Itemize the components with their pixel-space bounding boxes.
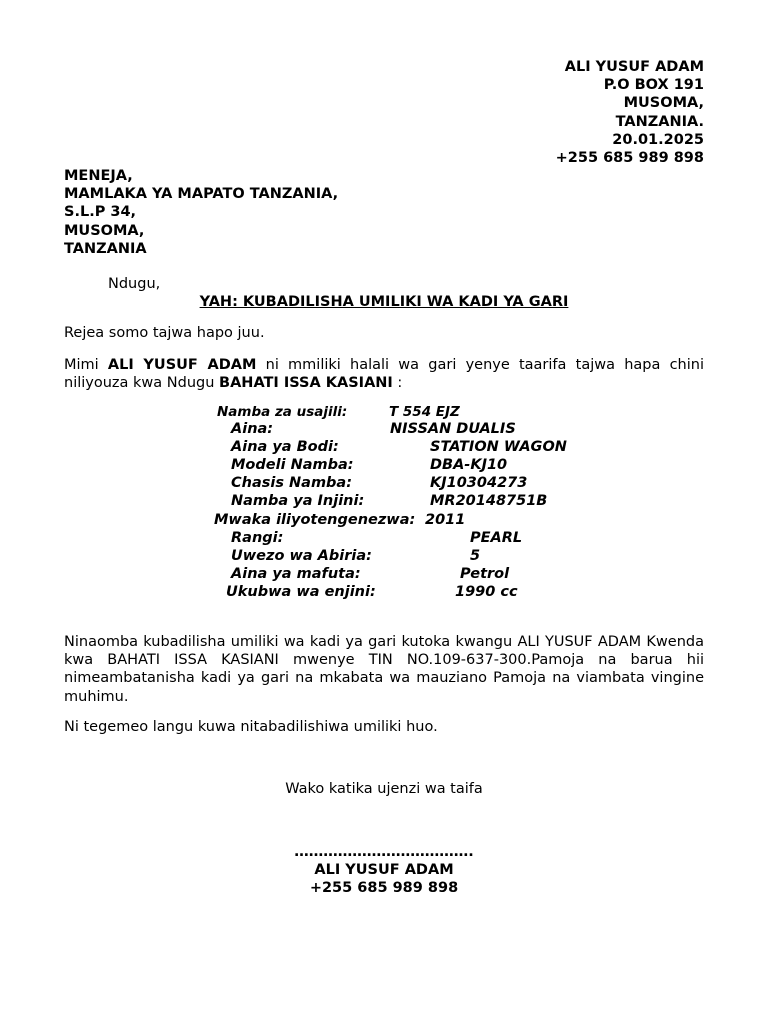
recipient-country: TANZANIA (64, 240, 147, 257)
recipient-org: MAMLAKA YA MAPATO TANZANIA, (64, 186, 339, 203)
vehicle-label-make: Aina: (231, 421, 274, 437)
vehicle-value-make: NISSAN DUALIS (390, 421, 516, 437)
vehicle-label-body: Aina ya Bodi: (231, 439, 339, 455)
vehicle-value-capacity: 5 (470, 548, 481, 564)
buyer-name: BAHATI ISSA KASIANI (219, 375, 393, 392)
recipient-city: MUSOMA, (64, 222, 145, 239)
vehicle-label-year: Mwaka iliyotengenezwa: (214, 512, 416, 528)
sender-box: P.O BOX 191 (603, 77, 704, 94)
salutation: Ndugu, (108, 276, 161, 292)
sender-country: TANZANIA. (615, 113, 704, 130)
sender-name: ALI YUSUF ADAM (564, 59, 704, 75)
vehicle-label-color: Rangi: (231, 530, 284, 546)
vehicle-value-engine-number: MR20148751B (430, 493, 548, 509)
owner-name: ALI YUSUF ADAM (107, 357, 257, 373)
vehicle-label-capacity: Uwezo wa Abiria: (231, 548, 372, 564)
vehicle-value-year: 2011 (425, 512, 466, 528)
vehicle-value-body: STATION WAGON (430, 439, 567, 455)
signature-line: ………………………………. (294, 844, 474, 860)
letter-date: 20.01.2025 (612, 131, 704, 148)
sender-city: MUSOMA, (623, 95, 704, 112)
vehicle-value-fuel: Petrol (460, 566, 510, 582)
hope-paragraph: Ni tegemeo langu kuwa nitabadilishiwa umiliki huo. (64, 719, 438, 735)
sender-phone: +255 685 989 898 (555, 150, 704, 167)
recipient-title: MENEJA, (64, 168, 133, 184)
vehicle-value-model: DBA-KJ10 (430, 457, 508, 473)
statement-middle: ni mmiliki halali wa gari yenye taarifa tajwa hapa chini niliyouza kwa Ndugu (64, 357, 704, 392)
vehicle-label-engine-number: Namba ya Injini: (231, 493, 365, 509)
intro-paragraph: Rejea somo tajwa hapo juu. (64, 325, 265, 341)
vehicle-label-fuel: Aina ya mafuta: (231, 566, 361, 582)
vehicle-label-model: Modeli Namba: (231, 457, 354, 473)
closing-line: Wako katika ujenzi wa taifa (285, 781, 483, 797)
recipient-box: S.L.P 34, (64, 204, 137, 221)
vehicle-value-registration: T 554 EJZ (389, 404, 460, 420)
statement-prefix: Mimi (64, 357, 108, 373)
recipient-address-block (64, 167, 338, 258)
sender-address-block (556, 58, 704, 167)
vehicle-label-chassis: Chasis Namba: (231, 475, 353, 491)
subject-line: YAH: KUBADILISHA UMILIKI WA KADI YA GARI (199, 294, 569, 310)
vehicle-label-engine-size: Ukubwa wa enjini: (226, 584, 376, 600)
vehicle-label-registration: Namba za usajili: (217, 404, 348, 420)
signature-phone: +255 685 989 898 (309, 880, 459, 896)
vehicle-value-chassis: KJ10304273 (430, 475, 528, 491)
statement-paragraph (64, 356, 704, 392)
statement-suffix: : (392, 375, 403, 392)
signature-name: ALI YUSUF ADAM (314, 862, 454, 878)
vehicle-value-engine-size: 1990 cc (455, 584, 518, 600)
vehicle-value-color: PEARL (470, 530, 523, 546)
request-paragraph: Ninaomba kubadilisha umiliki wa kadi ya gari kutoka kwangu ALI YUSUF ADAM Kwenda kwa BAHATI ISSA KASIANI mwenye TIN NO.109-637-300.Pamoja na barua hii nimeambatanisha kadi ya gari na mkabata wa mauziano Pamoja na viambata vingine muhimu. (64, 634, 704, 705)
